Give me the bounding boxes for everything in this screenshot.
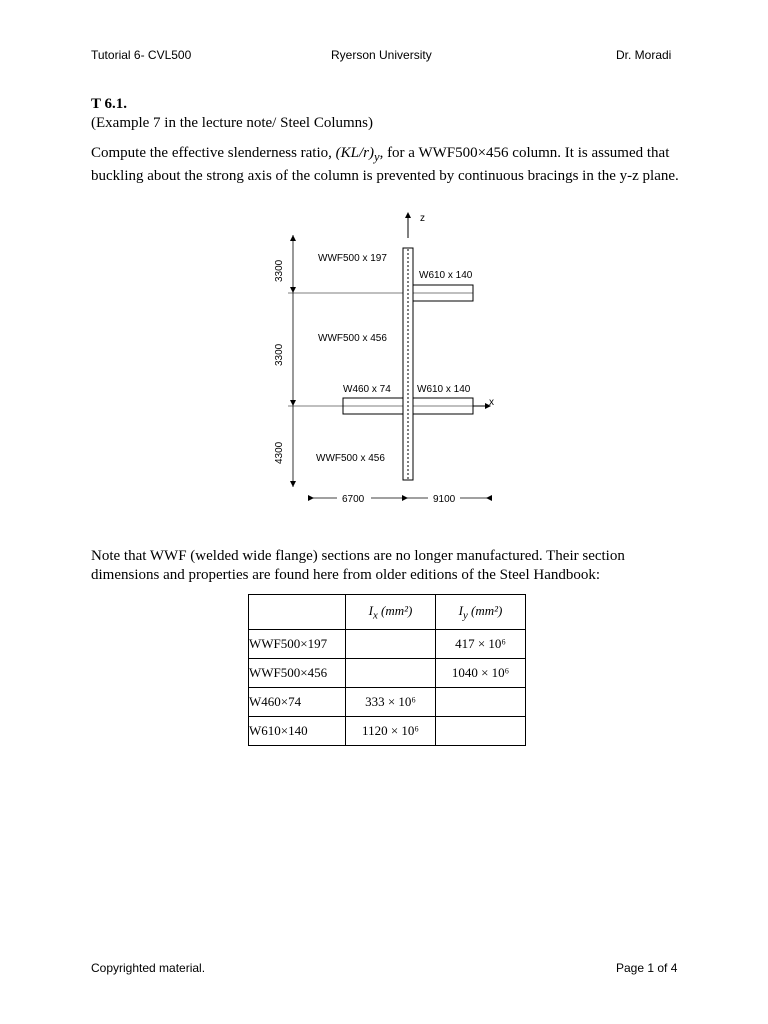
section-iy: 417 × 10⁶ [436,630,526,659]
dim-span-right: 9100 [433,494,456,505]
note-paragraph: Note that WWF (welded wide flange) sections are no longer manufactured. Their section dimensions and properties are found here from older editions of the Steel Handbook: [91,548,625,583]
dim-span-left-arrow [308,495,314,501]
section-ix [346,659,436,688]
dim-arrow-top [290,235,296,241]
section-name: WWF500×197 [249,630,346,659]
section-name: WWF500×456 [249,659,346,688]
header-iy [436,595,526,630]
footer-copyright: Copyrighted material. [91,961,206,975]
ix-subscript: x [372,609,378,622]
iy-symbol: I [458,602,463,618]
header-ix [346,595,436,630]
dim-height-bottom: 4300 [274,441,285,464]
table-row [249,688,526,717]
iy-subscript: y [462,609,468,622]
iy-unit: (mm²) [471,602,503,618]
x-axis-label: x [489,397,494,408]
dim-span-left: 6700 [342,494,365,505]
column-label-bottom: WWF500 x 456 [316,453,385,464]
table-row [249,659,526,688]
beam-label-top-right: W610 x 140 [419,270,473,281]
column-label-top: WWF500 x 197 [318,253,387,264]
section-ix: 1120 × 10⁶ [346,717,436,746]
section-iy [436,688,526,717]
section-ix [346,630,436,659]
footer-page-number: Page 1 of 4 [616,961,678,975]
problem-subtitle: (Example 7 in the lecture note/ Steel Columns) [91,115,374,131]
dim-arrow-mid1 [290,287,296,293]
dim-arrow-mid2 [290,400,296,406]
header-university: Ryerson University [331,48,432,62]
section-iy: 1040 × 10⁶ [436,659,526,688]
table-header-row [249,595,526,630]
dim-height-middle: 3300 [274,343,285,366]
table-row [249,717,526,746]
problem-title: T 6.1. [91,96,127,112]
slenderness-subscript: y [374,150,380,164]
section-iy [436,717,526,746]
section-properties-table [248,594,526,746]
ix-symbol: I [368,602,373,618]
column-label-middle: WWF500 x 456 [318,333,387,344]
dim-span-right-arrow [486,495,492,501]
problem-statement [91,144,691,186]
section-name: W610×140 [249,717,346,746]
header-instructor: Dr. Moradi [616,48,672,62]
section-name: W460×74 [249,688,346,717]
header-blank-cell [249,595,346,630]
dim-height-top: 3300 [274,259,285,282]
section-ix: 333 × 10⁶ [346,688,436,717]
table-row [249,630,526,659]
dim-arrow-bottom [290,481,296,487]
beam-label-bottom-right: W610 x 140 [417,384,471,395]
header-course: Tutorial 6- CVL500 [91,48,192,62]
statement-pre: Compute the effective slenderness ratio, [91,145,332,161]
column-frame-diagram [260,205,510,510]
beam-label-bottom-left: W460 x 74 [343,384,391,395]
ix-unit: (mm²) [381,602,413,618]
statement-post: , for a WWF500×456 column. It is assumed that buckling about the strong axis of the column is prevented by continuous bracings in the y-z plane. [91,145,679,184]
dim-span-mid-arrow [402,495,408,501]
z-axis-label: z [420,213,425,224]
slenderness-expression: (KL/r) [335,145,374,161]
